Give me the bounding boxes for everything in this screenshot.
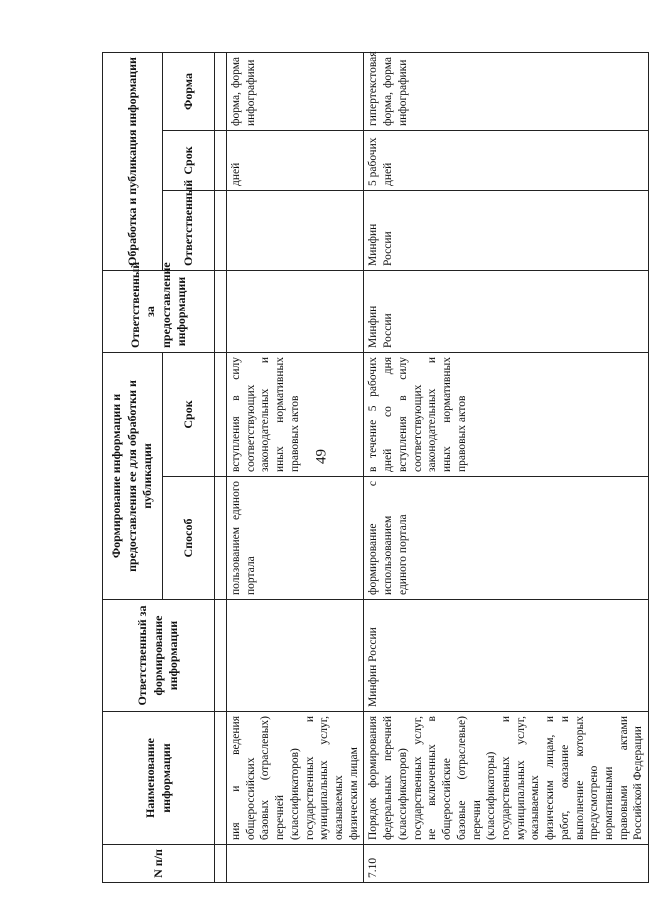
- cell-deadline: 5 рабочих дней: [364, 131, 649, 191]
- header-row-1: [103, 52, 163, 882]
- header-deadline: Срок: [163, 131, 215, 191]
- cell-deadline: дней: [227, 131, 364, 191]
- header-term: Срок: [163, 353, 215, 477]
- header-method: Способ: [163, 477, 215, 600]
- page-number: 49: [313, 449, 330, 464]
- header-name: Наименование информации: [103, 712, 215, 845]
- cell-responsible-forming: [227, 600, 364, 712]
- cell-num: 7.10: [364, 845, 649, 883]
- spacer-row: [215, 52, 227, 882]
- cell-term: вступления в силу соответствующих законодательных и иных нормативных правовых актов: [227, 353, 364, 477]
- cell-name: ния и ведения общероссийских базовых (отраслевых) перечней (классификаторов) государственных и муниципальных услуг, оказываемых физическим лицам: [227, 712, 364, 845]
- header-responsible-forming: Ответственный за формирование информации: [103, 600, 215, 712]
- cell-form: форма, форма инфографики: [227, 52, 364, 130]
- cell-form: гипертекстовая форма, форма инфографики: [364, 52, 649, 130]
- cell-responsible-providing: [227, 271, 364, 353]
- cell-responsible: [227, 191, 364, 271]
- header-form: Форма: [163, 52, 215, 130]
- header-forming-group: Формирование информации и предоставления ее для обработки и публикации: [103, 353, 163, 600]
- header-processing-group: Обработка и публикация информации: [103, 52, 163, 270]
- table-row: [364, 52, 649, 882]
- cell-name: Порядок формирования федеральных перечней (классификаторов) государственных услуг, не включенных в общероссийские базовые (отраслевые) перечни (классификаторы) государственных и муниципальных услуг, оказываемых физическим лицам, и работ, оказание и выполнение которых предусмотрено нормативными правовыми актами Российской Федерации: [364, 712, 649, 845]
- header-responsible: Ответственный: [163, 191, 215, 271]
- table-row: [227, 52, 364, 882]
- cell-responsible: Минфин России: [364, 191, 649, 271]
- cell-method: формирование с использованием единого портала: [364, 477, 649, 600]
- cell-num: [227, 845, 364, 883]
- cell-term: в течение 5 рабочих дней со дня вступления в силу соответствующих законодательных и иных нормативных правовых актов: [364, 353, 649, 477]
- header-num: N п/п: [103, 845, 215, 883]
- information-table: [102, 52, 649, 883]
- rotated-table-container: [102, 51, 645, 883]
- cell-responsible-providing: Минфин России: [364, 271, 649, 353]
- cell-responsible-forming: Минфин России: [364, 600, 649, 712]
- cell-method: пользованием единого портала: [227, 477, 364, 600]
- header-responsible-providing: Ответственный за предоставление информации: [103, 271, 215, 353]
